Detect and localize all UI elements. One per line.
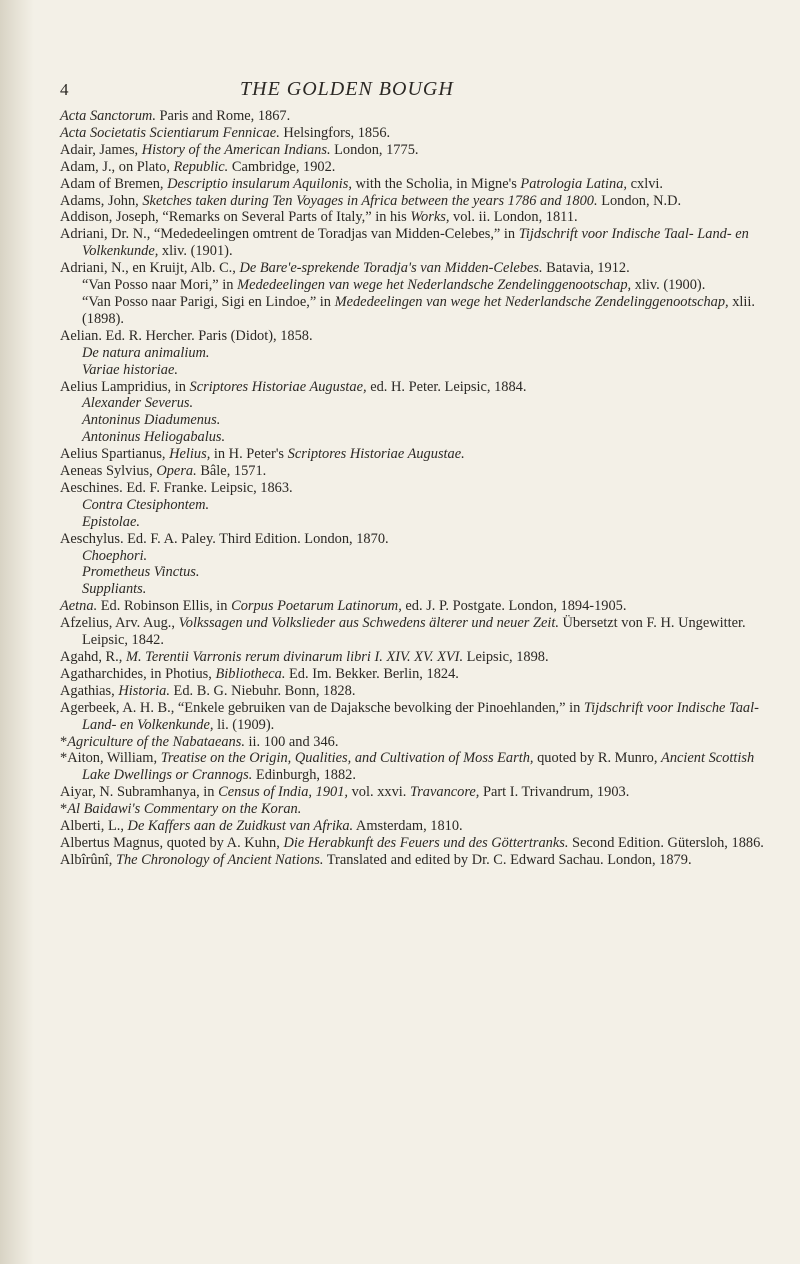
entry-text: xlii. (1898). <box>82 293 756 327</box>
bibliography-subentry <box>60 294 775 328</box>
entry-text: *Aiton, William, <box>60 750 161 767</box>
entry-text: vol. xxvi. <box>348 784 410 801</box>
bibliography-entry <box>60 683 775 700</box>
italic-title: De natura animalium. <box>82 344 210 361</box>
italic-title: Alexander Severus. <box>82 395 194 412</box>
bibliography-entry <box>60 666 775 683</box>
entry-text: in H. Peter's <box>210 446 288 463</box>
entry-text: Agatharchides, in Photius, <box>60 665 216 682</box>
italic-title: Contra Ctesiphontem. <box>82 496 210 513</box>
bibliography-entry <box>60 852 775 869</box>
bibliography-entry <box>60 125 775 142</box>
italic-title: Ancient Scottish Lake Dwellings or Crannogs. <box>82 750 755 784</box>
bibliography-entry <box>60 108 775 125</box>
bibliography-entry <box>60 463 775 480</box>
bibliography-entry <box>60 226 775 260</box>
entry-text: Edinburgh, 1882. <box>252 767 356 784</box>
italic-title: Mededeelingen van wege het Nederlandsche Zendelinggenootschap, <box>334 293 729 310</box>
bibliography-entry <box>60 480 775 497</box>
italic-title: Tijdschrift voor Indische Taal- Land- en Volkenkunde, <box>82 699 759 733</box>
italic-title: Mededeelingen van wege het Nederlandsche Zendelinggenootschap, <box>237 277 632 294</box>
italic-title: Census of India, 1901, <box>218 784 349 801</box>
entry-text: Agathias, <box>60 682 119 699</box>
entry-text: * <box>60 801 68 818</box>
italic-title: Bibliotheca. <box>215 665 286 682</box>
italic-title: Sketches taken during Ten Voyages in Africa between the years 1786 and 1800. <box>142 192 598 209</box>
entry-text: Ed. Im. Bekker. Berlin, 1824. <box>285 665 459 682</box>
entry-text: Ed. Robinson Ellis, in <box>97 598 232 615</box>
bibliography-subentry <box>60 514 775 531</box>
entry-text: Second Edition. Gütersloh, 1886. <box>568 834 764 851</box>
italic-title: Scriptores Historiae Augustae. <box>287 446 465 463</box>
entry-text: Aelius Lampridius, in <box>60 378 190 395</box>
italic-title: De Bare'e-sprekende Toradja's van Midden-Celebes. <box>239 260 543 277</box>
entry-text: “Van Posso naar Mori,” in <box>82 277 238 294</box>
entry-text: Ed. B. G. Niebuhr. Bonn, 1828. <box>169 682 356 699</box>
entry-text: Adair, James, <box>60 141 142 158</box>
entry-text: * <box>60 733 68 750</box>
entry-text: Amsterdam, 1810. <box>353 818 463 835</box>
entry-text: Part I. Trivandrum, 1903. <box>479 784 630 801</box>
bibliography-entry <box>60 818 775 835</box>
entry-text: Adam of Bremen, <box>60 175 168 192</box>
italic-title: Historia. <box>118 682 170 699</box>
bibliography-subentry <box>60 581 775 598</box>
entry-text: Aelian. Ed. R. Hercher. Paris (Didot), 1858. <box>60 327 313 344</box>
italic-title: History of the American Indians. <box>141 141 331 158</box>
italic-title: Treatise on the Origin, Qualities, and Cultivation of Moss Earth, <box>160 750 534 767</box>
italic-title: Tijdschrift voor Indische Taal- Land- en Volkenkunde, <box>82 226 749 260</box>
entry-text: xliv. (1901). <box>158 243 233 260</box>
italic-title: M. Terentii Varronis rerum divinarum libri I. XIV. XV. XVI. <box>125 649 464 665</box>
bibliography-subentry <box>60 564 775 581</box>
italic-title: Helius, <box>169 446 211 463</box>
entry-text: vol. ii. London, 1811. <box>449 209 578 226</box>
entry-text: Albertus Magnus, quoted by A. Kuhn, <box>60 834 284 851</box>
italic-title: Travancore, <box>409 784 480 801</box>
italic-title: Die Herabkunft des Feuers und des Göttertranks. <box>283 834 569 851</box>
italic-title: Works, <box>410 209 450 226</box>
entry-text: cxlvi. <box>627 175 664 192</box>
italic-title: Prometheus Vinctus. <box>82 564 200 581</box>
bibliography-entry <box>60 379 775 396</box>
entry-text: xliv. (1900). <box>631 277 706 294</box>
entry-text: ed. H. Peter. Leipsic, 1884. <box>366 378 527 395</box>
italic-title: Variae historiae. <box>82 361 178 378</box>
entry-text: Leipsic, 1898. <box>463 649 549 665</box>
entry-text: Translated and edited by Dr. C. Edward Sachau. London, 1879. <box>323 851 692 868</box>
entry-text: London, 1775. <box>330 141 419 158</box>
entry-text: Übersetzt von F. H. Ungewitter. Leipsic, 1842. <box>82 615 746 649</box>
bibliography-entry <box>60 531 775 548</box>
italic-title: Al Baidawi's Commentary on the Koran. <box>67 801 302 818</box>
bibliography-subentry <box>60 429 775 446</box>
italic-title: Volkssagen und Volkslieder aus Schwedens älterer und neuer Zeit. <box>178 615 559 632</box>
book-gutter-shadow <box>0 0 34 1264</box>
bibliography-entry <box>60 700 775 734</box>
bibliography-subentry <box>60 277 775 294</box>
entry-text: Batavia, 1912. <box>542 260 630 277</box>
entry-text: London, N.D. <box>597 192 682 209</box>
bibliography-subentry <box>60 362 775 379</box>
bibliography-entry <box>60 734 775 751</box>
bibliography-entry <box>60 193 775 210</box>
entry-text: Aeschylus. Ed. F. A. Paley. Third Edition. London, 1870. <box>60 530 389 547</box>
bibliography-subentry <box>60 395 775 412</box>
entry-text: Bâle, 1571. <box>196 463 267 480</box>
italic-title: Patrologia Latina, <box>520 175 628 192</box>
entry-text: Adams, John, <box>60 192 143 209</box>
entry-text: Albîrûnî, <box>60 851 116 868</box>
bibliography-entry <box>60 446 775 463</box>
italic-title: Antoninus Diadumenus. <box>82 412 221 429</box>
entry-text: Addison, Joseph, “Remarks on Several Parts of Italy,” in his <box>60 209 411 226</box>
entry-text: Adam, J., on Plato, <box>60 158 174 175</box>
italic-title: Epistolae. <box>82 513 140 530</box>
bibliography-subentry <box>60 412 775 429</box>
bibliography-list <box>60 108 775 869</box>
entry-text: Afzelius, Arv. Aug., <box>60 615 179 632</box>
entry-text: Adriani, N., en Kruijt, Alb. C., <box>60 260 240 277</box>
bibliography-entry <box>60 750 775 784</box>
entry-text: with the Scholia, in Migne's <box>351 175 521 192</box>
entry-text: Helsingfors, 1856. <box>279 124 391 141</box>
entry-text: Agahd, R., <box>60 649 126 665</box>
book-page <box>60 80 775 869</box>
entry-text: Cambridge, 1902. <box>228 158 336 175</box>
italic-title: Corpus Poetarum Latinorum, <box>231 598 402 615</box>
running-title: THE GOLDEN BOUGH <box>240 78 454 100</box>
page-number: 4 <box>60 80 69 99</box>
bibliography-subentry <box>60 497 775 514</box>
entry-text: Aeneas Sylvius, <box>60 463 157 480</box>
entry-text: ii. 100 and 346. <box>244 733 339 750</box>
bibliography-entry <box>60 801 775 818</box>
entry-text: li. (1909). <box>213 716 275 733</box>
italic-title: Agriculture of the Nabataeans. <box>67 733 245 750</box>
bibliography-entry <box>60 328 775 345</box>
bibliography-entry <box>60 176 775 193</box>
italic-title: Suppliants. <box>82 581 147 598</box>
italic-title: Choephori. <box>82 547 148 564</box>
italic-title: Republic. <box>173 158 229 175</box>
italic-title: Descriptio insularum Aquilonis, <box>167 175 352 192</box>
bibliography-entry <box>60 260 775 277</box>
italic-title: De Kaffers aan de Zuidkust van Afrika. <box>127 818 354 835</box>
bibliography-entry <box>60 784 775 801</box>
bibliography-entry <box>60 598 775 615</box>
italic-title: Antoninus Heliogabalus. <box>82 429 226 446</box>
entry-text: Alberti, L., <box>60 818 128 835</box>
entry-text: Adriani, Dr. N., “Mededeelingen omtrent de Toradjas van Midden-Celebes,” in <box>60 226 519 243</box>
italic-title: Aetna. <box>60 598 98 615</box>
entry-text: Aiyar, N. Subramhanya, in <box>60 784 219 801</box>
bibliography-entry <box>60 835 775 852</box>
bibliography-entry <box>60 142 775 159</box>
entry-text: Paris and Rome, 1867. <box>155 108 291 124</box>
entry-text: ed. J. P. Postgate. London, 1894-1905. <box>401 598 627 615</box>
italic-title: Opera. <box>156 463 197 480</box>
entry-text: “Van Posso naar Parigi, Sigi en Lindoe,” in <box>82 293 335 310</box>
entry-text: Agerbeek, A. H. B., “Enkele gebruiken van de Dajaksche bevolking der Pinoehlanden,” in <box>60 699 584 716</box>
bibliography-entry <box>60 649 775 666</box>
entry-text: Aelius Spartianus, <box>60 446 170 463</box>
italic-title: Acta Societatis Scientiarum Fennicae. <box>60 124 280 141</box>
italic-title: Acta Sanctorum. <box>60 108 156 124</box>
bibliography-subentry <box>60 548 775 565</box>
bibliography-entry <box>60 209 775 226</box>
italic-title: Scriptores Historiae Augustae, <box>189 378 367 395</box>
page-header <box>60 80 775 108</box>
bibliography-entry <box>60 159 775 176</box>
entry-text: Aeschines. Ed. F. Franke. Leipsic, 1863. <box>60 479 293 496</box>
bibliography-subentry <box>60 345 775 362</box>
entry-text: quoted by R. Munro, <box>533 750 662 767</box>
italic-title: The Chronology of Ancient Nations. <box>115 851 324 868</box>
bibliography-entry <box>60 615 775 649</box>
